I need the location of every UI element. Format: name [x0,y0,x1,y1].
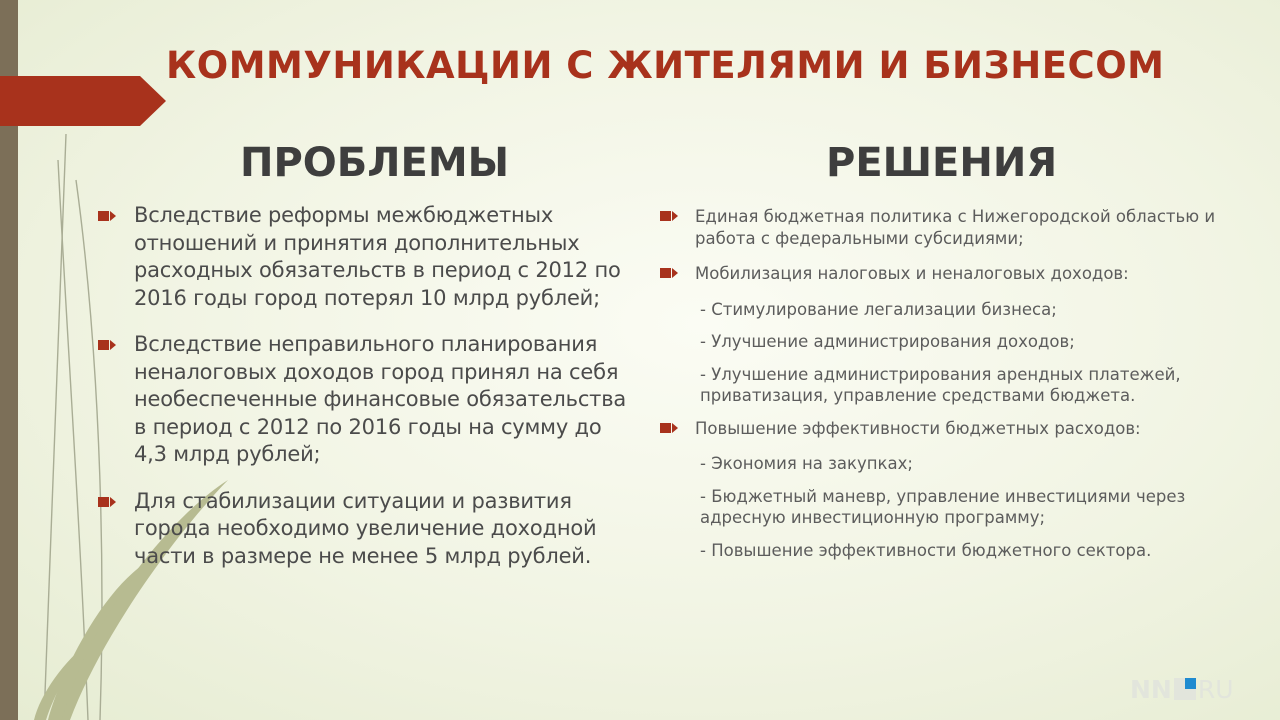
solution-item [660,418,1220,440]
solution-subitem-text: - Бюджетный маневр, управление инвестициями через адресную инвестиционную программу; [700,486,1186,527]
solution-subitem [660,540,1220,562]
logo-right-text: RU [1197,674,1234,704]
solution-text: Единая бюджетная политика с Нижегородской областью и работа с федеральными субсидиями; [695,207,1216,248]
solutions-heading: РЕШЕНИЯ [826,140,1058,186]
solution-subitem-text: - Стимулирование легализации бизнеса; [700,299,1057,319]
title-arrow-decoration [0,76,166,126]
arrow-bullet-icon [660,209,684,231]
problem-item [98,488,628,571]
problems-list [98,202,628,589]
arrow-bullet-icon [98,495,122,517]
problem-text: Вследствие неправильного планирования неналоговых доходов город принял на себя необеспеченные финансовые обязательства в период с 2012 по 2016 годы на сумму до 4,3 млрд рублей; [134,332,627,466]
problems-heading: ПРОБЛЕМЫ [240,140,510,186]
solution-item [660,206,1220,249]
problem-item [98,331,628,469]
solution-subitem [660,299,1220,321]
solutions-list [660,206,1220,572]
logo-left-text: NN [1130,674,1172,704]
solution-text: Мобилизация налоговых и неналоговых доходов: [695,264,1129,283]
solution-subitem [660,486,1220,529]
solution-subitem [660,364,1220,407]
arrow-bullet-icon [98,338,122,360]
nn-ru-logo [1130,674,1234,704]
solution-subitem [660,453,1220,475]
problem-item [98,202,628,312]
solution-subitem-text: - Повышение эффективности бюджетного сектора. [700,540,1152,560]
problem-text: Вследствие реформы межбюджетных отношений и принятия дополнительных расходных обязательств в период с 2012 по 2016 годы город потерял 10 млрд рублей; [134,203,621,310]
arrow-bullet-icon [98,209,122,231]
arrow-bullet-icon [660,266,684,288]
slide-title: КОММУНИКАЦИИ С ЖИТЕЛЯМИ И БИЗНЕСОМ [166,44,1165,87]
logo-square-icon [1174,678,1196,700]
solution-item [660,263,1220,285]
solution-subitem [660,331,1220,353]
solution-subitem-text: - Улучшение администрирования доходов; [700,332,1075,351]
problem-text: Для стабилизации ситуации и развития города необходимо увеличение доходной части в размере не менее 5 млрд рублей. [134,488,597,568]
solution-text: Повышение эффективности бюджетных расходов: [695,418,1141,438]
solution-subitem-text: - Улучшение администрирования арендных платежей, приватизация, управление средствами бюджета. [700,364,1181,405]
arrow-bullet-icon [660,421,684,443]
solution-subitem-text: - Экономия на закупках; [700,454,913,473]
